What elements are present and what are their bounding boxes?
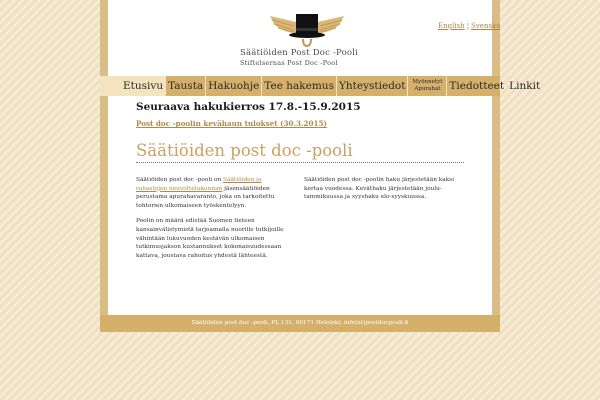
nav-item-etusivu[interactable]: Etusivu: [100, 76, 166, 96]
application-round-heading: Seuraava hakukierros 17.8.-15.9.2015: [136, 101, 361, 113]
brand-name-finnish: Säätiöiden Post Doc -Pooli: [240, 48, 359, 58]
right-column: [304, 176, 464, 209]
footer: Säätiöiden post doc -pooli, PL 131, 00171 Helsinki, info(at)postdocpooli.fi: [100, 315, 500, 332]
nav-item-hakuohje[interactable]: Hakuohje: [206, 76, 262, 96]
main-nav: [100, 76, 541, 96]
brand-name-swedish: Stiftelsernas Post Doc -Pool: [240, 59, 338, 67]
winged-top-hat-icon[interactable]: [268, 12, 346, 48]
nav-item-yhteystiedot[interactable]: Yhteystiedot: [337, 76, 409, 96]
purpose-paragraph: Poolin on määrä edistää Suomen tieteen kansainvälistymistä tarjoamalla nuorille tutkijoille vähintään lukuvuoden kestävän ulkomaisen tutkimusjakson kustannukset kokonaisuudessaan kattava, joustava rahoitus yhdestä lähteestä.: [136, 218, 284, 259]
nav-item-label-line2: Apurahat: [414, 86, 441, 92]
results-link[interactable]: Post doc -poolin kevähaun tulokset (30.3.2015): [136, 119, 327, 128]
neuvottelukunta-link[interactable]: Säätiöiden ja rahastojen neuvottelukunnan: [136, 177, 262, 192]
nav-item-linkit[interactable]: Linkit: [507, 76, 543, 96]
nav-item-tiedotteet[interactable]: Tiedotteet: [447, 76, 507, 96]
language-switcher: [438, 22, 500, 30]
page-frame: [100, 0, 541, 330]
page-inner: [108, 0, 541, 330]
nav-item-label-line1: Myönnetyt: [412, 79, 443, 85]
nav-item-tee-hakemus[interactable]: Tee hakemus: [262, 76, 337, 96]
lang-svenska-link[interactable]: Svenska: [471, 22, 501, 30]
title-divider: [136, 162, 464, 163]
page-title: Säätiöiden post doc -pooli: [136, 141, 353, 160]
intro-paragraph: [136, 176, 288, 210]
nav-item-tausta[interactable]: Tausta: [166, 76, 206, 96]
lang-separator: ¦: [466, 22, 470, 30]
lang-english-link[interactable]: English: [438, 22, 465, 30]
schedule-paragraph: Säätiöiden post doc -poolin haku järjestetään kaksi kertaa vuodessa. Keväthaku järjestetään joulu-tammikuussa ja syyshaku elo-syyskuussa.: [304, 177, 455, 201]
intro-text-start: Säätiöiden post doc -pooli on: [136, 177, 224, 183]
nav-item-myonnetyt-apurahat[interactable]: [408, 76, 447, 96]
intro-text-end: jäsensäätiöiden perustama apurahavaranto, joka on tarkoitettu tohtorien ulkomaiseen työskentelyyn.: [136, 185, 275, 209]
left-column: [136, 176, 288, 267]
